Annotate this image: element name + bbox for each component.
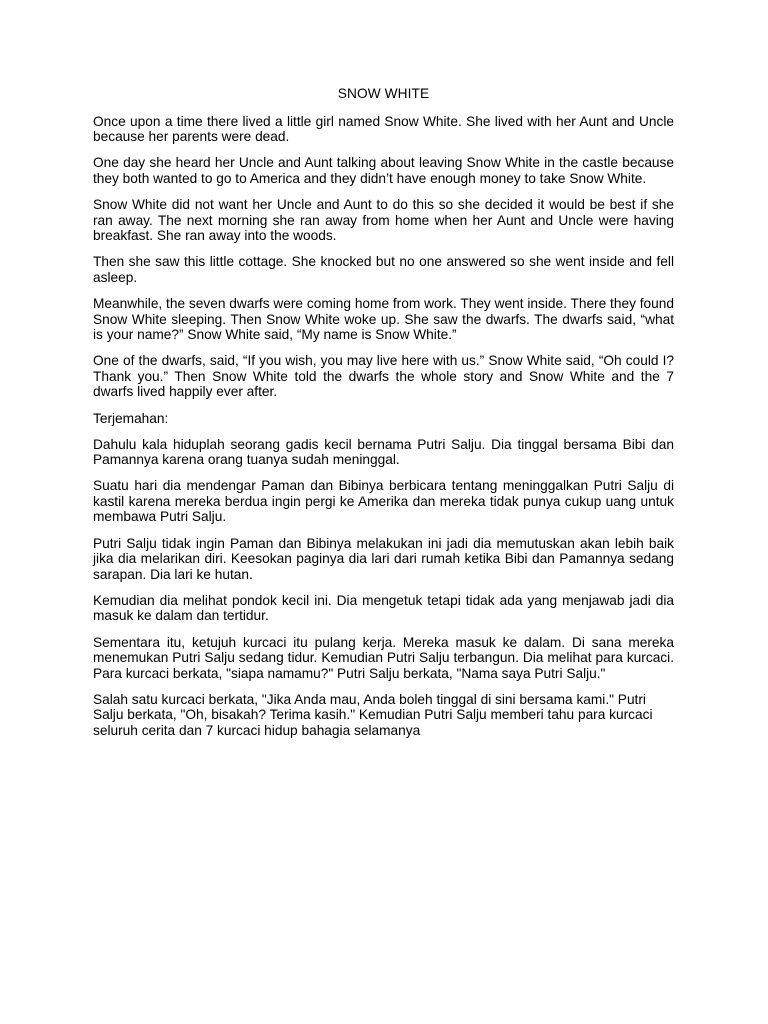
paragraph-en-4: Then she saw this little cottage. She knocked but no one answered so she went inside and fell asleep. xyxy=(93,254,674,285)
paragraph-id-4: Kemudian dia melihat pondok kecil ini. Dia mengetuk tetapi tidak ada yang menjawab jadi dia masuk ke dalam dan tertidur. xyxy=(93,592,674,624)
document-body xyxy=(93,86,674,749)
paragraph-en-1: Once upon a time there lived a little girl named Snow White. She lived with her Aunt and Uncle because her parents were dead. xyxy=(93,113,674,145)
paragraph-en-3: Snow White did not want her Uncle and Aunt to do this so she decided it would be best if she ran away. The next morning she ran away from home when her Aunt and Uncle were having breakfast. She ran away into the woods. xyxy=(93,196,674,244)
paragraph-id-5: Sementara itu, ketujuh kurcaci itu pulang kerja. Mereka masuk ke dalam. Di sana mereka menemukan Putri Salju sedang tidur. Kemudian Putri Salju terbangun. Dia melihat para kurcaci. Para kurcaci berkata, "siapa namamu?" Putri Salju berkata, "Nama saya Putri Salju." xyxy=(93,634,674,681)
paragraph-en-6: One of the dwarfs, said, “If you wish, you may live here with us.” Snow White said, “Oh could I? Thank you.” Then Snow White told the dwarfs the whole story and Snow White and the 7 dwarfs lived happily ever after. xyxy=(93,353,674,400)
paragraph-en-2: One day she heard her Uncle and Aunt talking about leaving Snow White in the castle because they both wanted to go to America and they didn’t have enough money to take Snow White. xyxy=(93,155,674,186)
paragraph-en-5: Meanwhile, the seven dwarfs were coming home from work. They went inside. There they found Snow White sleeping. Then Snow White woke up. She saw the dwarfs. The dwarfs said, “what is your name?” Snow White said, “My name is Snow White.” xyxy=(93,295,674,343)
translation-heading: Terjemahan: xyxy=(93,410,169,426)
paragraph-id-3: Putri Salju tidak ingin Paman dan Bibinya melakukan ini jadi dia memutuskan akan lebih baik jika dia melarikan diri. Keesokan paginya dia lari dari rumah ketika Bibi dan Pamannya sedang sarapan. Dia lari ke hutan. xyxy=(93,535,674,582)
document-title: SNOW WHITE xyxy=(337,86,430,101)
paragraph-id-6: Salah satu kurcaci berkata, "Jika Anda mau, Anda boleh tinggal di sini bersama kami." Putri Salju berkata, "Oh, bisakah? Terima kasih." Kemudian Putri Salju memberi tahu para kurcaci seluruh cerita dan 7 kurcaci hidup bahagia selamanya xyxy=(93,691,653,738)
paragraph-id-2: Suatu hari dia mendengar Paman dan Bibinya berbicara tentang meninggalkan Putri Salju di kastil karena mereka berdua ingin pergi ke Amerika dan mereka tidak punya cukup uang untuk membawa Putri Salju. xyxy=(93,478,674,525)
paragraph-id-1: Dahulu kala hiduplah seorang gadis kecil bernama Putri Salju. Dia tinggal bersama Bibi dan Pamannya karena orang tuanya sudah meninggal. xyxy=(93,436,674,468)
